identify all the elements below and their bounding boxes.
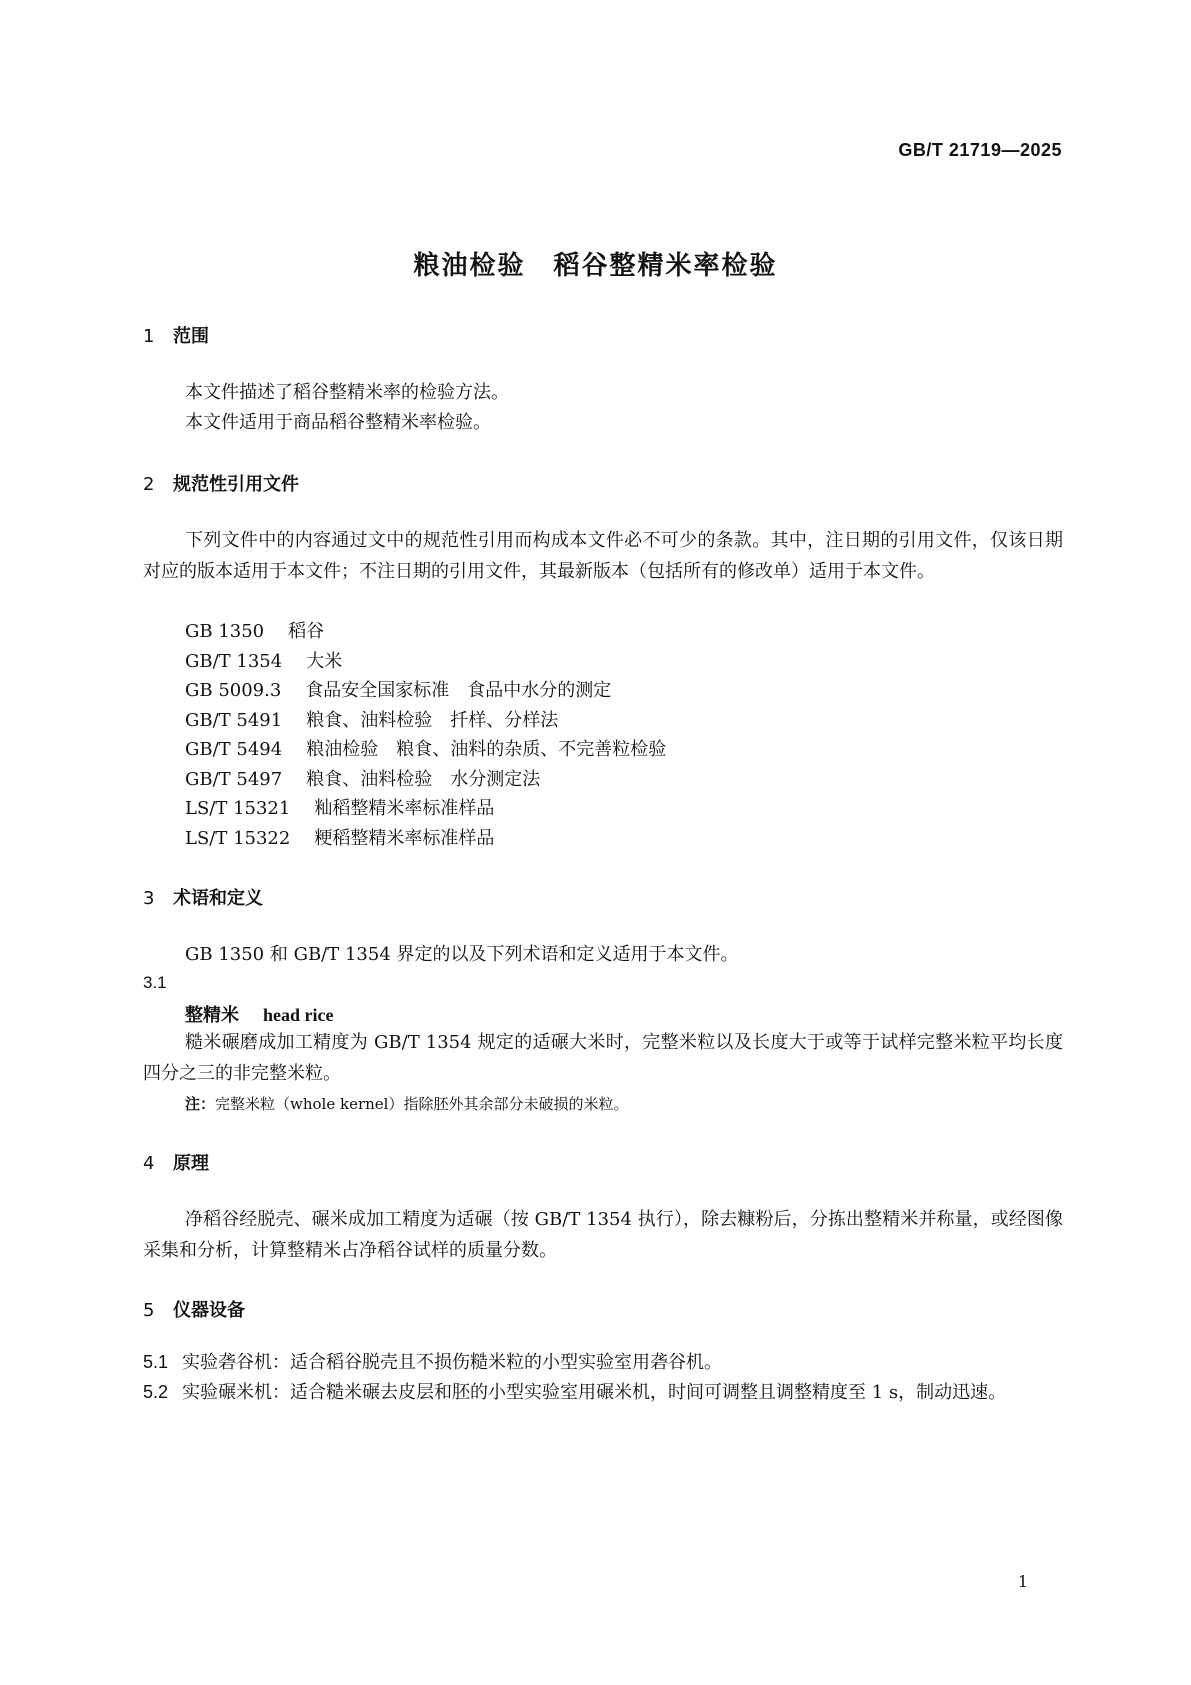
- term-definition: 糙米碾磨成加工精度为 GB/T 1354 规定的适碾大米时，完整米粒以及长度大于或等于试样完整米粒平均长度四分之三的非完整米粒。: [143, 1032, 1063, 1084]
- section-title: 仪器设备: [173, 1300, 245, 1321]
- reference-title: 食品安全国家标准 食品中水分的测定: [305, 680, 612, 701]
- term-chinese: 整精米: [185, 1005, 239, 1026]
- reference-item: [185, 765, 540, 791]
- scope-paragraph-1: 本文件描述了稻谷整精米率的检验方法。: [185, 382, 509, 403]
- section-title: 范围: [173, 326, 209, 347]
- reference-title: 粮油检验 粮食、油料的杂质、不完善粒检验: [306, 739, 667, 760]
- reference-title: 粮食、油料检验 水分测定法: [306, 769, 541, 790]
- standard-code: GB/T 21719—2025: [898, 140, 1062, 160]
- clause-number: 3.1: [143, 973, 167, 992]
- equipment-text: 实验砻谷机：适合稻谷脱壳且不损伤糙米粒的小型实验室用砻谷机。: [182, 1352, 723, 1373]
- reference-item: [185, 647, 342, 673]
- reference-title: 大米: [306, 651, 343, 672]
- equipment-item: [143, 1347, 1063, 1378]
- reference-code: GB/T 1354: [185, 651, 283, 672]
- section-5-heading: [143, 1296, 245, 1322]
- reference-title: 粳稻整精米率标准样品: [314, 828, 495, 849]
- principle-paragraph: 净稻谷经脱壳、碾米成加工精度为适碾（按 GB/T 1354 执行），除去糠粉后，分拣出整精米并称量，或经图像采集和分析，计算整精米占净稻谷试样的质量分数。: [143, 1209, 1063, 1261]
- reference-title: 籼稻整精米率标准样品: [314, 798, 495, 819]
- term-entry: [185, 1001, 333, 1027]
- equipment-item: [143, 1377, 1063, 1408]
- reference-item: [185, 735, 666, 761]
- section-title: 原理: [173, 1153, 209, 1174]
- section-number: 3: [143, 888, 155, 909]
- reference-item: [185, 676, 611, 702]
- term-english: head rice: [263, 1005, 334, 1025]
- equipment-text: 实验碾米机：适合糙米碾去皮层和胚的小型实验室用碾米机，时间可调整且调整精度至 1 s，制动迅速。: [182, 1382, 1007, 1403]
- note-label: 注：: [185, 1095, 216, 1113]
- reference-code: GB 5009.3: [185, 680, 282, 701]
- page-number: 1: [1017, 1572, 1028, 1591]
- section-number: 5: [143, 1300, 155, 1321]
- note-text: 完整米粒（whole kernel）指除胚外其余部分未破损的米粒。: [215, 1095, 629, 1113]
- reference-item: [185, 706, 558, 732]
- section-4-heading: [143, 1149, 209, 1175]
- reference-code: GB/T 5494: [185, 739, 283, 760]
- section-number: 2: [143, 474, 155, 495]
- section-title: 规范性引用文件: [173, 474, 299, 495]
- scope-paragraph-2: 本文件适用于商品稻谷整精米率检验。: [185, 412, 491, 433]
- reference-code: GB/T 5491: [185, 710, 283, 731]
- reference-code: LS/T 15322: [185, 828, 291, 849]
- reference-item: [185, 617, 324, 643]
- section-2-heading: [143, 470, 299, 496]
- section-number: 4: [143, 1153, 155, 1174]
- section-1-heading: [143, 322, 209, 348]
- section-number: 1: [143, 326, 155, 347]
- section-3-heading: [143, 884, 263, 910]
- document-title: 粮油检验 稻谷整精米率检验: [413, 251, 778, 281]
- reference-code: GB/T 5497: [185, 769, 283, 790]
- clause-number: 5.2: [143, 1382, 169, 1402]
- clause-number: 5.1: [143, 1352, 169, 1372]
- term-note: [185, 1093, 628, 1114]
- reference-code: LS/T 15321: [185, 798, 291, 819]
- section-title: 术语和定义: [173, 888, 263, 909]
- reference-title: 粮食、油料检验 扦样、分样法: [306, 710, 559, 731]
- reference-code: GB 1350: [185, 621, 265, 642]
- reference-item: [185, 794, 494, 820]
- reference-title: 稻谷: [288, 621, 325, 642]
- terms-intro: GB 1350 和 GB/T 1354 界定的以及下列术语和定义适用于本文件。: [185, 944, 739, 965]
- normative-references-intro: 下列文件中的内容通过文中的规范性引用而构成本文件必不可少的条款。其中，注日期的引用文件，仅该日期对应的版本适用于本文件；不注日期的引用文件，其最新版本（包括所有的修改单）适用于本文件。: [143, 530, 1063, 582]
- reference-item: [185, 824, 494, 850]
